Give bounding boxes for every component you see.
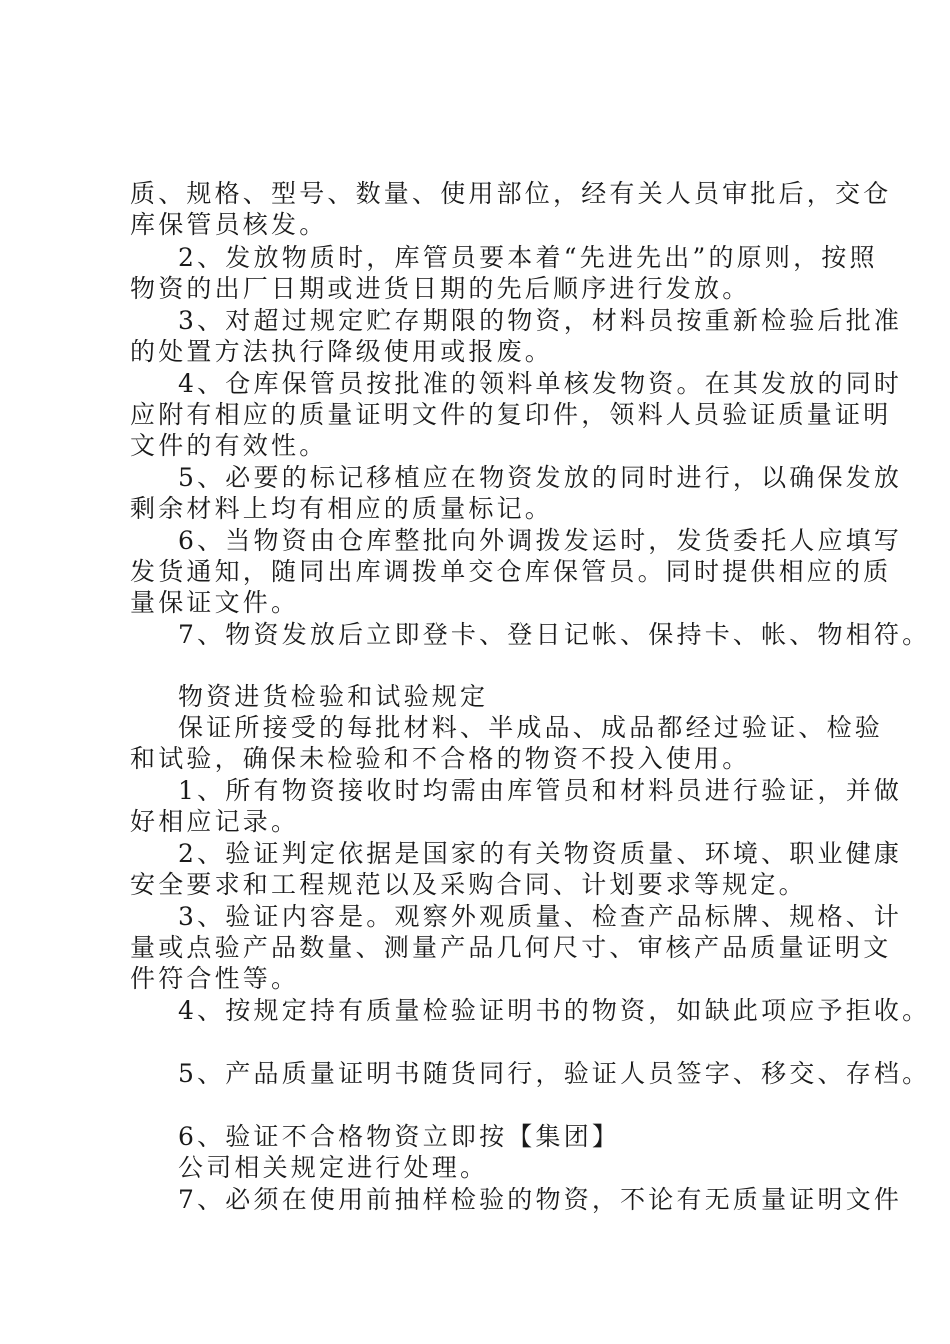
text-line: 4、仓库保管员按批准的领料单核发物资。在其发放的同时 (178, 369, 903, 398)
text-line: 公司相关规定进行处理。 (178, 1153, 489, 1182)
text-line: 和试验，确保未检验和不合格的物资不投入使用。 (130, 744, 751, 773)
text-line: 2、发放物质时，库管员要本着“先进先出”的原则，按照 (178, 243, 878, 272)
text-line: 的处置方法执行降级使用或报废。 (130, 337, 554, 366)
text-line: 库保管员核发。 (130, 210, 328, 239)
text-line: 7、物资发放后立即登卡、登日记帐、保持卡、帐、物相符。 (178, 620, 931, 649)
text-line: 5、必要的标记移植应在物资发放的同时进行，以确保发放 (178, 463, 903, 492)
section-heading: 物资进货检验和试验规定 (178, 682, 489, 711)
text-line: 3、验证内容是。观察外观质量、检查产品标牌、规格、计 (178, 902, 903, 931)
text-line: 6、验证不合格物资立即按【集团】 (178, 1122, 621, 1151)
text-line: 量保证文件。 (130, 588, 300, 617)
text-line: 安全要求和工程规范以及采购合同、计划要求等规定。 (130, 870, 807, 899)
text-line: 文件的有效性。 (130, 431, 328, 460)
text-line: 好相应记录。 (130, 807, 300, 836)
text-line: 7、必须在使用前抽样检验的物资，不论有无质量证明文件 (178, 1185, 903, 1214)
text-line: 4、按规定持有质量检验证明书的物资，如缺此项应予拒收。 (178, 996, 931, 1025)
text-line: 质、规格、型号、数量、使用部位，经有关人员审批后，交仓 (130, 179, 892, 208)
text-line: 5、产品质量证明书随货同行，验证人员签字、移交、存档。 (178, 1059, 931, 1088)
text-line: 件符合性等。 (130, 964, 300, 993)
text-line: 剩余材料上均有相应的质量标记。 (130, 494, 554, 523)
text-line: 物资的出厂日期或进货日期的先后顺序进行发放。 (130, 274, 751, 303)
text-line: 3、对超过规定贮存期限的物资，材料员按重新检验后批准 (178, 306, 903, 335)
text-line: 6、当物资由仓库整批向外调拨发运时，发货委托人应填写 (178, 526, 903, 555)
text-line: 应附有相应的质量证明文件的复印件，领料人员验证质量证明 (130, 400, 892, 429)
text-line: 发货通知，随同出库调拨单交仓库保管员。同时提供相应的质 (130, 557, 892, 586)
text-line: 1、所有物资接收时均需由库管员和材料员进行验证，并做 (178, 776, 903, 805)
text-line: 2、验证判定依据是国家的有关物资质量、环境、职业健康 (178, 839, 903, 868)
text-line: 保证所接受的每批材料、半成品、成品都经过验证、检验 (178, 713, 884, 742)
text-line: 量或点验产品数量、测量产品几何尺寸、审核产品质量证明文 (130, 933, 892, 962)
